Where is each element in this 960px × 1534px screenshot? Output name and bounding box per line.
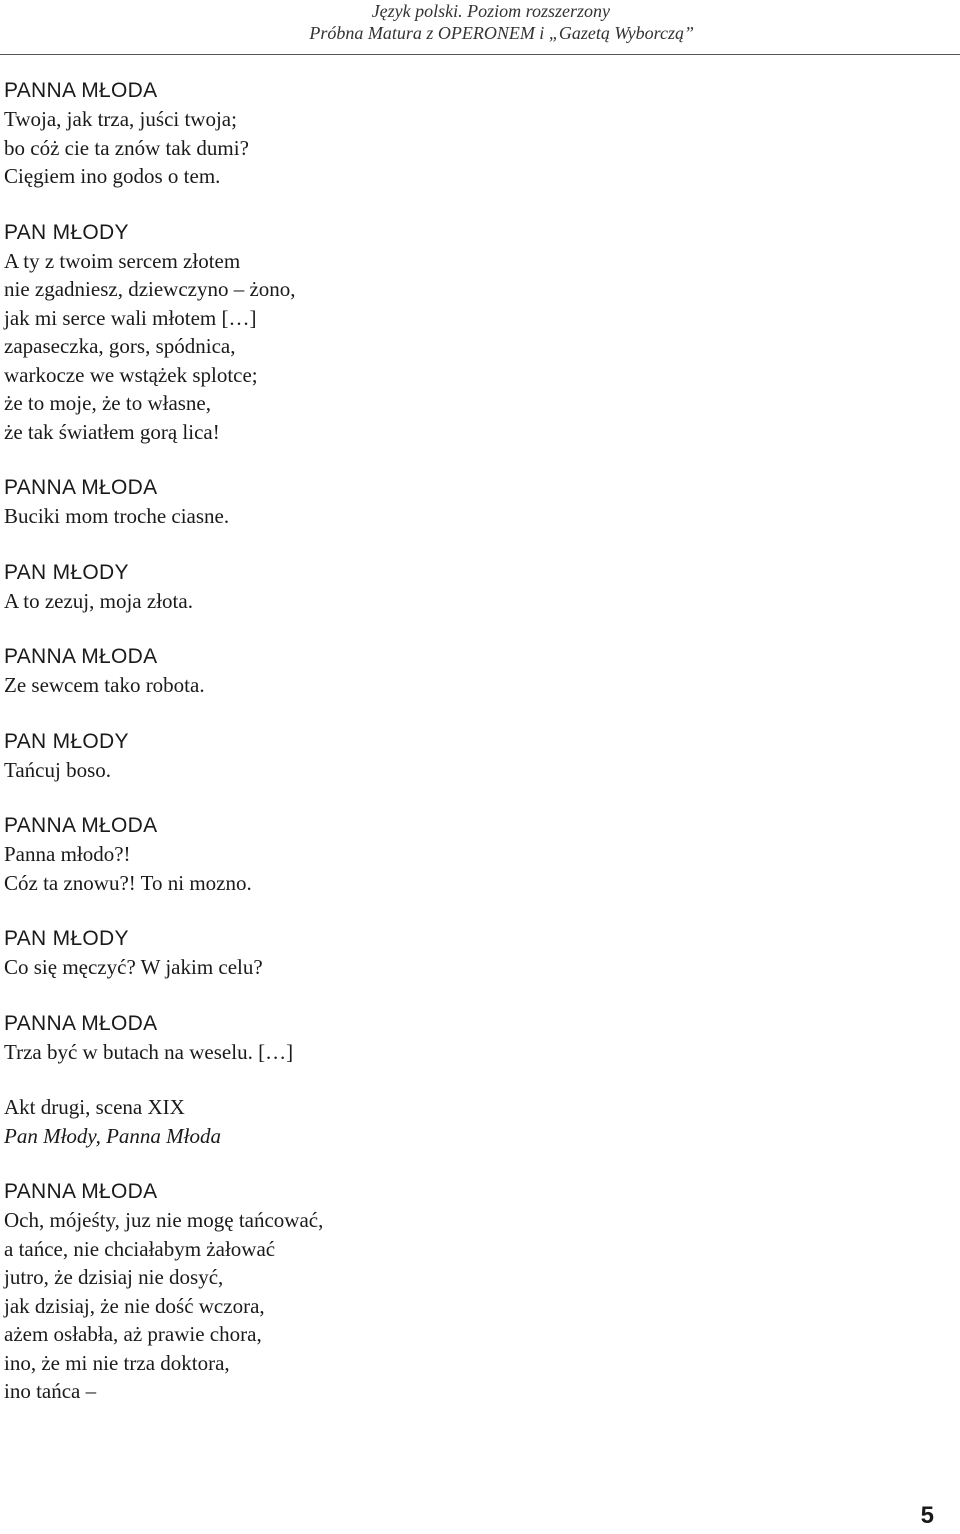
verse-line: nie zgadniesz, dziewczyno – żono, [4,277,296,301]
verse-line: warkocze we wstążek splotce; [4,362,258,387]
dialogue-block [4,218,944,447]
dialogue-block [4,76,944,191]
verse-line: ino, że mi nie trza doktora, [4,1350,230,1375]
verse-line: Co się męczyć? W jakim celu? [4,955,263,979]
speaker-name: PANNA MŁODA [4,1011,158,1035]
dialogue-block [4,811,944,897]
speaker-name: PANNA MŁODA [4,645,158,668]
page-number: 5 [920,1502,934,1529]
verse-line: a tańce, nie chciałabym żałować [4,1236,276,1261]
speaker-name: PANNA MŁODA [4,814,158,837]
header-divider [0,54,960,55]
verse-line: Trza być w butach na weselu. […] [4,1039,294,1064]
verse-line: Ze sewcem tako robota. [4,673,205,697]
dialogue-block [4,727,944,785]
verse-line: że to moje, że to własne, [4,391,212,415]
scene-heading: Akt drugi, scena XIX [4,1095,185,1119]
speaker-name: PAN MŁODY [4,220,129,244]
speaker-name: PANNA MŁODA [4,476,158,499]
dialogue-block [4,924,944,982]
dialogue-block [4,1177,944,1406]
verse-line: Cięgiem ino godos o tem. [4,164,221,188]
speaker-name: PAN MŁODY [4,729,129,753]
speaker-name: PAN MŁODY [4,560,129,584]
verse-line: Cóz ta znowu?! To ni mozno. [4,870,252,895]
verse-line: ino tańca – [4,1379,97,1403]
verse-line: Tańcuj boso. [4,757,112,782]
verse-line: A ty z twoim sercem złotem [4,248,241,273]
speaker-name: PANNA MŁODA [4,1180,158,1203]
verse-line: że tak światłem gorą lica! [4,419,220,444]
dialogue-block [4,473,944,531]
verse-line: Twoja, jak trza, juści twoja; [4,107,237,131]
verse-line: ażem osłabła, aż prawie chora, [4,1322,262,1346]
page-header [0,0,960,60]
speaker-name: PAN MŁODY [4,927,129,950]
verse-line: jak mi serce wali młotem […] [4,305,257,330]
verse-line: Och, mójeśty, juz nie mogę tańcować, [4,1208,324,1232]
speaker-name: PANNA MŁODA [4,79,158,102]
header-exam-title: Próbna Matura z OPERONEM i „Gazetą Wyborczą” [309,23,694,43]
drama-text [4,76,944,1433]
verse-line: bo cóż cie ta znów tak dumi? [4,135,249,160]
scene-characters: Pan Młody, Panna Młoda [4,1123,221,1148]
dialogue-block [4,558,944,616]
verse-line: Panna młodo?! [4,842,131,866]
verse-line: A to zezuj, moja złota. [4,588,193,613]
dialogue-block [4,642,944,700]
verse-line: jak dzisiaj, że nie dość wczora, [4,1293,265,1318]
verse-line: zapaseczka, gors, spódnica, [4,334,236,358]
scene-heading-block [4,1093,944,1150]
verse-line: Buciki mom troche ciasne. [4,504,230,528]
verse-line: jutro, że dzisiaj nie dosyć, [4,1265,224,1289]
dialogue-block [4,1009,944,1067]
header-subject: Język polski. Poziom rozszerzony [371,1,610,21]
